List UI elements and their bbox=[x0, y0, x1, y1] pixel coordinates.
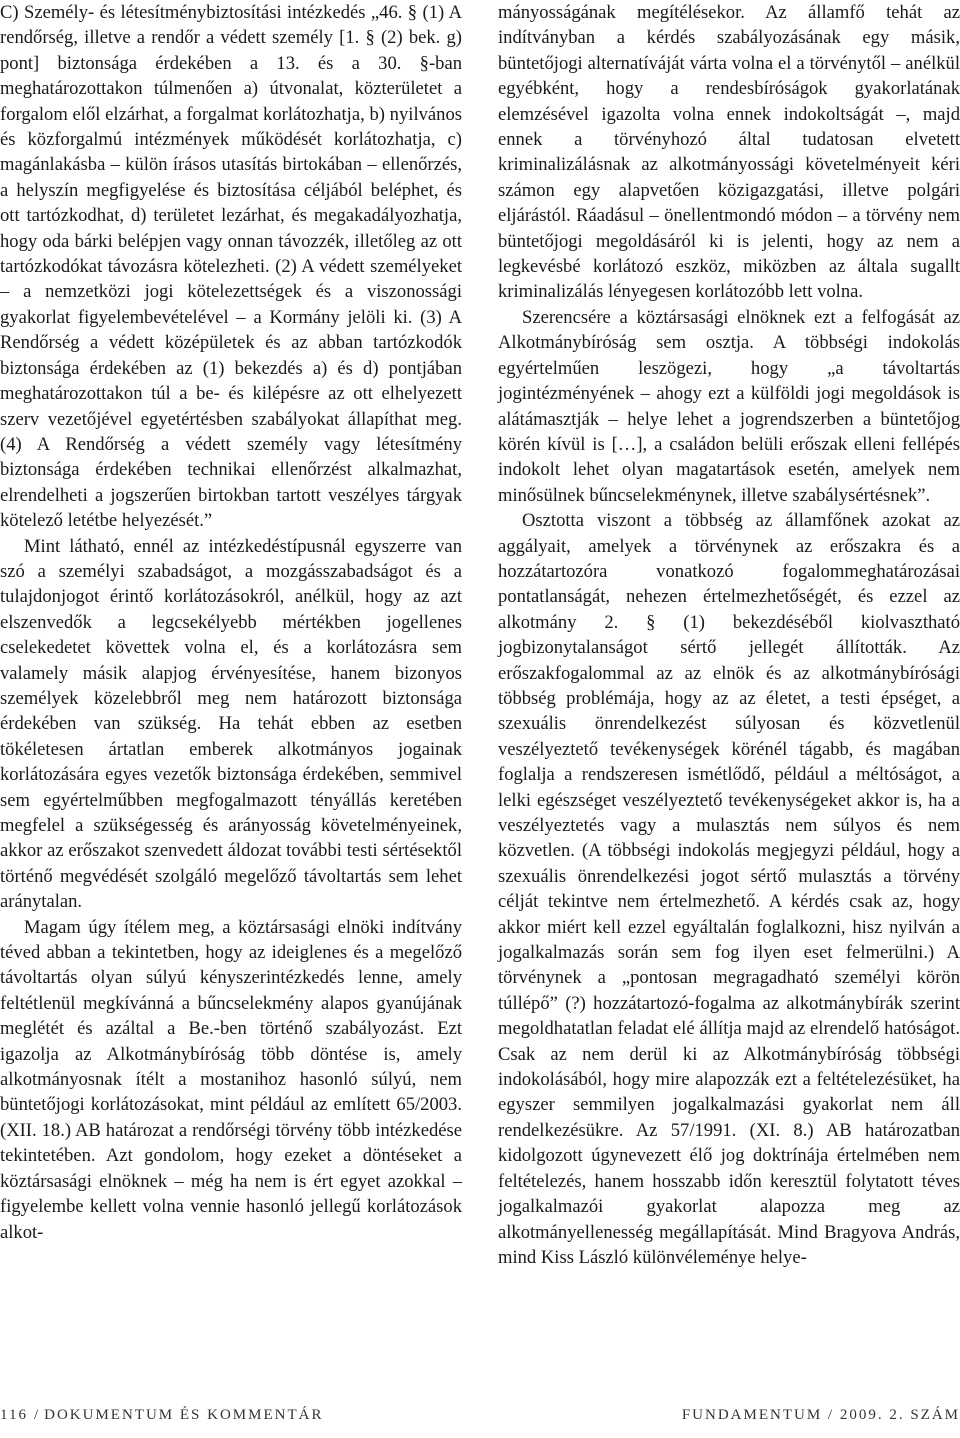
paragraph-opinion: Magam úgy ítélem meg, a köztársasági elnöki indítvány téved abban a tekintetben, hogy az ideiglenes és a megelőző távoltartás olyan súlyú kényszerintézkedés lenne, amely feltétlenül megkívánná a bűncselekmény alapos gyanújának meglétét és azáltal a Be.-ben történő szabályozást. Ezt igazolja az Alkotmánybíróság több döntése is, amely alkotmányosnak ítélt a mostanihoz hasonló súlyú, nem büntetőjogi korlátozásokat, mint például az említett 65/2003. (XII. 18.) AB határozat a rendőrségi törvény több intézkedése tekintetében. Azt gondolom, hogy ezeket a döntéseket a köztársasági elnöknek – még ha nem is ért egyet azokkal – figyelembe kellett volna vennie hasonló jellegű korlátozások alkot- bbox=[0, 916, 462, 1243]
right-column bbox=[498, 0, 960, 1270]
paragraph-analysis: Mint látható, ennél az intézkedéstípusnál egyszerre van szó a személyi szabadságot, a mozgásszabadságot és a tulajdonjogot érintő korlátozásokról, anélkül, hogy az azt elszenvedők a legcsekélyebb mértékben jogellenes cselekedetet követtek volna el, és a korlátozásra sem valamely másik alapjog érvényesítése, hanem bizonyos személyek közelebbről meg nem határozott biztonsága érdekében van szükség. Ha tehát ebben az esetben tökéletesen ártatlan emberek alkotmányos jogainak korlátozására egyes vezetők biztonsága érdekében, semmivel sem egyértelműbben megfogalmazott tényállás keretében megfelel a szükségesség és arányosság követelményeinek, akkor az erőszakot szenvedett áldozat további testi sértésektől történő megvédését szolgáló megelőző távoltartás sem lehet aránytalan. bbox=[0, 535, 462, 913]
journal-title: FUNDAMENTUM / 2009. 2. SZÁM bbox=[681, 1407, 960, 1423]
footer-left bbox=[0, 1407, 323, 1424]
paragraph-majority-concerns: Osztotta viszont a többség az államfőnek azokat az aggályait, amelyek a törvénynek az erőszakra és a hozzátartozóra vonatkozó fogalommeghatározásai pontatlanságát, nehezen értelmezhetőségét, és ezzel az alkotmány 2. § (1) bekezdéséből kiolvasztható jogbizonytalanságot sértő jellegét állították. Az erőszakfogalommal az az elnök és az alkotmánybírósági többség problémája, hogy az az életet, a testi épséget, a szexuális önrendelkezést súlyosan és közvetlenül veszélyeztető tevékenységek körénél tágabb, és magában foglalja a rendszeresen ismétlődő, például a méltóságot, a lelki egészséget veszélyeztető tevékenységeket akkor is, ha a veszélyeztetés vagy a mulasztás nem súlyos és nem közvetlen. (A többségi indokolás megjegyzi például, hogy a szexuális önrendelkezési jogot sértő mulasztás a törvény célját tekintve nem értelmezhető. A kérdés csak az, hogy akkor miért kell ezzel egyáltalán foglalkozni, hisz nyilván a jogalkalmazás során sem fog ilyen eset felmerülni.) A törvénynek a „pontosan megragadható személyi körön túllépő” (?) hozzátartozó-fogalma az alkotmánybírák szerint megoldhatatlan feladat elé állítja majd az elrendelő hatóságot. Csak az nem derül ki az Alkotmánybíróság többségi indokolásából, hogy mire alapozzák ezt a feltételezésüket, ha egyszer semmilyen jogalkalmazási gyakorlat nem áll rendelkezésükre. Az 57/1991. (XI. 8.) AB határozatban kidolgozott úgynevezett élő jog doktrínája értelmében nem feltételezés, hanem hosszabb időn keresztül folytatott téves jogalkalmazói gyakorlat alapozza meg az alkotmányellenesség megállapítását. Mind Bragyova András, mind Kiss László különvéleménye helye- bbox=[498, 510, 960, 1268]
section-title: DOKUMENTUM ÉS KOMMENTÁR bbox=[44, 1407, 324, 1423]
page-footer bbox=[0, 1407, 960, 1431]
paragraph-court-view: Szerencsére a köztársasági elnöknek ezt a felfogását az Alkotmánybíróság sem osztja. A többségi indokolás egyértelműen leszögezi, hogy „a távoltartás jogintézményének – ahogy ezt a külföldi jogi megoldások is alátámasztják – helye lehet a jogrendszerben a büntetőjog körén kívül is […], a családon belüli erőszak elleni fellépés indokolt lehet olyan magatartások esetén, amelyek nem minősülnek bűncselekménynek, illetve szabálysértésnek”. bbox=[498, 306, 960, 506]
page-number: 116 bbox=[0, 1407, 28, 1423]
paragraph-legal-quote: C) Személy- és létesítménybiztosítási intézkedés „46. § (1) A rendőrség, illetve a rendőr a védett személy [1. § (2) bek. g) pont] biztonsága érdekében a 13. és a 30. §-ban meghatározottakon túlmenően a) útvonalat, közterületet a forgalom elől elzárhat, a forgalmat korlátozhatja, b) nyilvános és közforgalmú intézmények működését korlátozhatja, c) magánlakásba – külön írásos utasítás birtokában – ellenőrzés, a helyszín megfigyelése és biztosítása céljából beléphet, és ott tartózkodhat, d) területet lezárhat, és megakadályozhatja, hogy oda bárki belépjen vagy onnan távozzék, illetőleg az ott tartózkodókat távozásra kötelezheti. (2) A védett személyeket – a nemzetközi jogi kötelezettségek és a viszonossági gyakorlat figyelembevételével – a Kormány jelöli ki. (3) A Rendőrség a védett középületek és az abban tartózkodók biztonsága érdekében az (1) bekezdés a) és d) pontjában meghatározottakon túl a be- és kilépésre az ott elhelyezett szerv vezetőjével egyetértésben szabályokat állapíthat meg. (4) A Rendőrség a védett személy vagy létesítmény biztonsága érdekében technikai ellenőrzést alkalmazhat, elrendelheti a jogszerűen birtokban tartott veszélyes tárgyak kötelező letétbe helyezését.” bbox=[0, 2, 462, 532]
left-column bbox=[0, 0, 462, 1245]
footer-separator: / bbox=[33, 1407, 39, 1423]
paragraph-continuation: mányosságának megítélésekor. Az államfő tehát az indítványban a kérdés szabályozásának egy másik, büntetőjogi alternatíváját várta volna el a törvénytől – anélkül egyébként, hogy a rendesbíróságok gyakorlatának elemzésével igazolta volna ennek indokoltságát –, majd ennek a törvényhozó által tudatosan elvetett kriminalizálásnak az alkotmányossági követelményeit kéri számon egy alapvetően közigazgatási, illetve polgári eljárástól. Ráadásul – önellentmondó módon – a törvény nem büntetőjogi megoldásáról ki is jelenti, hogy az nem a legkevésbé korlátozó eszköz, miközben az általa sugallt kriminalizálás lényegesen korlátozóbb lett volna. bbox=[498, 2, 960, 303]
